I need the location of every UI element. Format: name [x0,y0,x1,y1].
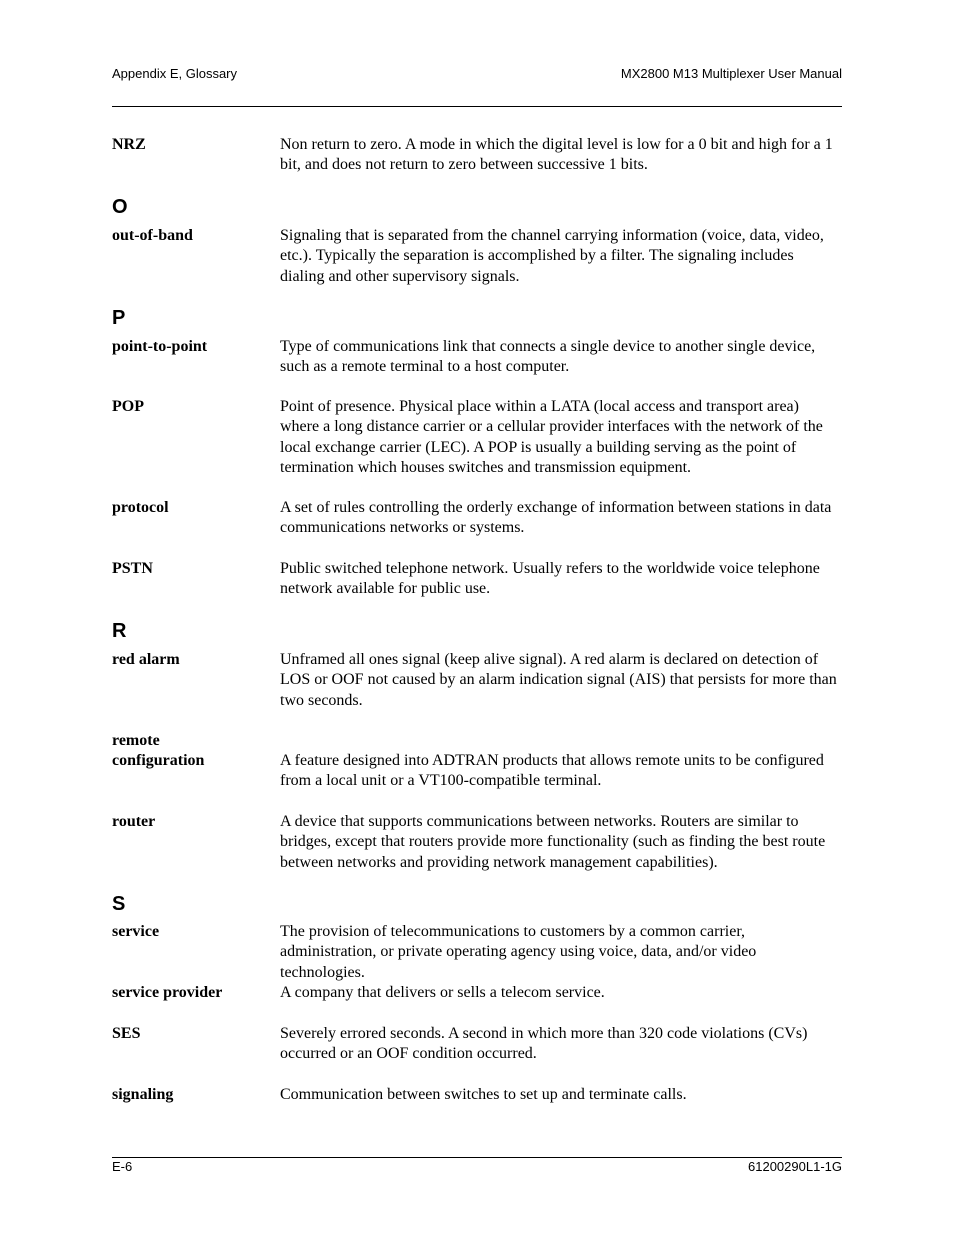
page-number: E-6 [112,1159,133,1174]
glossary-term-protocol: protocol [112,499,169,516]
glossary-term-ses: SES [112,1025,141,1042]
glossary-term-service-provider: service provider [112,984,223,1001]
section-letter-p: P [112,307,126,329]
glossary-definition-router: A device that supports communications between networks. Routers are similar to bridges, except that routers provide more functionality (such as finding the best route between networks and providing network management capabilities). [280,813,826,871]
section-letter-s: S [112,893,126,915]
glossary-definition-point-to-point: Type of communications link that connects a single device to another single device, such as a remote terminal to a host computer. [280,338,816,376]
glossary-definition-remote-configuration: A feature designed into ADTRAN products that allows remote units to be configured from a local unit or a VT100-compatible terminal. [280,752,824,790]
glossary-term-pop: POP [112,398,144,415]
page-header [112,66,842,86]
glossary-term-nrz: NRZ [112,136,146,153]
header-chapter-title: Appendix E, Glossary [112,66,238,81]
glossary-term-service: service [112,923,160,940]
glossary-definition-red-alarm: Unframed all ones signal (keep alive signal). A red alarm is declared on detection of LOS or OOF not caused by an alarm indication signal (AIS) that persists for more than two seconds. [280,651,837,709]
glossary-term-red-alarm: red alarm [112,651,180,668]
glossary-term-point-to-point: point-to-point [112,338,208,355]
glossary-definition-service-provider: A company that delivers or sells a telecom service. [280,984,605,1001]
section-letter-r: R [112,620,127,642]
glossary-term-remote-configuration-line1: remote [112,732,160,749]
page-footer [112,1159,842,1179]
glossary-term-remote-configuration-line2: configuration [112,752,205,770]
glossary-definition-pop: Point of presence. Physical place within a LATA (local access and transport area) where a long distance carrier or a cellular provider interfaces with the network of the local exchange carrier (LEC). A POP is usually a building serving as the point of termination which houses switches and transmission equipment. [280,398,823,476]
glossary-definition-pstn: Public switched telephone network. Usually refers to the worldwide voice telephone network available for public use. [280,560,820,598]
glossary-definition-signaling: Communication between switches to set up and terminate calls. [280,1086,687,1103]
glossary-term-remote-configuration [112,731,272,772]
glossary-term-router: router [112,813,156,830]
glossary-term-pstn: PSTN [112,560,153,577]
header-rule [112,106,842,107]
glossary-definition-nrz: Non return to zero. A mode in which the digital level is low for a 0 bit and high for a 1 bit, and does not return to zero between successive 1 bits. [280,136,833,174]
glossary-definition-protocol: A set of rules controlling the orderly exchange of information between stations in data communications networks or systems. [280,499,832,537]
glossary-definition-ses: Severely errored seconds. A second in which more than 320 code violations (CVs) occurred or an OOF condition occurred. [280,1025,808,1063]
glossary-definition-out-of-band: Signaling that is separated from the channel carrying information (voice, data, video, etc.). Typically the separation is accomplished by a filter. The signaling includes dialing and other supervisory signals. [280,227,824,285]
header-manual-title: MX2800 M13 Multiplexer User Manual [620,66,842,81]
footer-rule [112,1157,842,1158]
section-letter-o: O [112,196,128,218]
glossary-term-signaling: signaling [112,1086,174,1103]
glossary-term-out-of-band: out-of-band [112,227,193,244]
glossary-definition-service: The provision of telecommunications to customers by a common carrier, administration, or private operating agency using voice, data, and/or video technologies. [280,923,757,981]
document-number: 61200290L1-1G [748,1159,842,1174]
